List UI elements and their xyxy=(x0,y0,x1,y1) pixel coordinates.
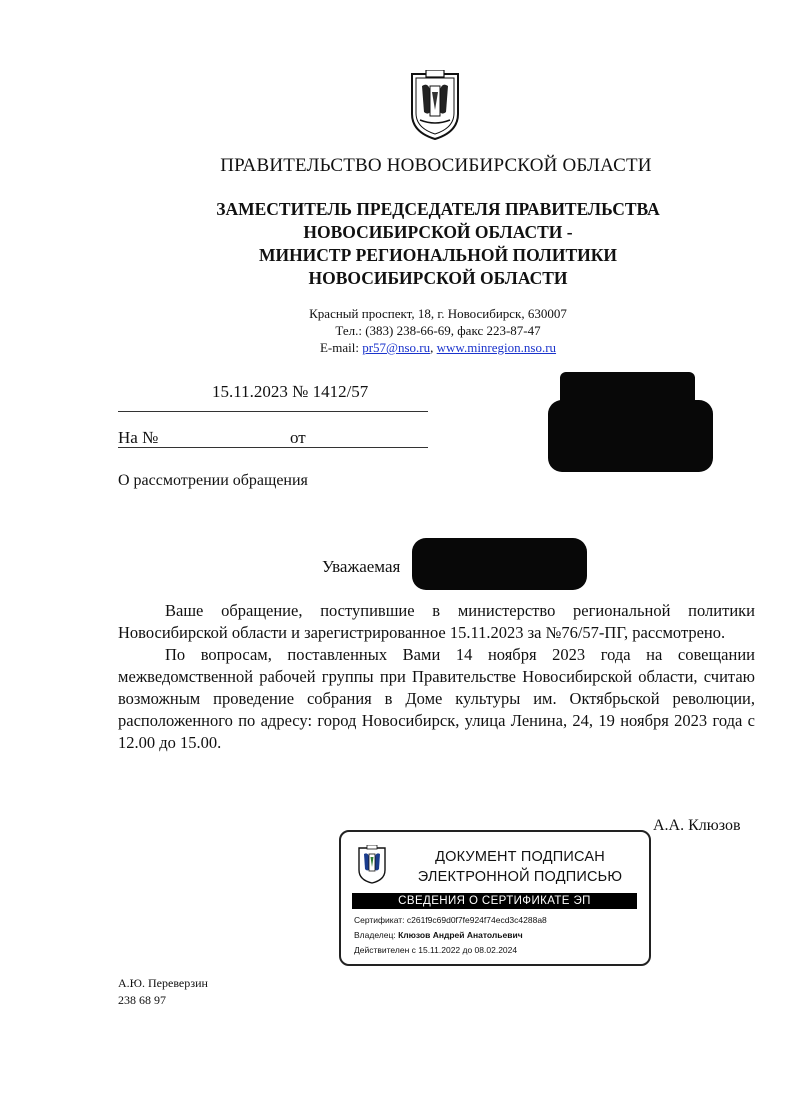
owner-label: Владелец: xyxy=(354,930,396,940)
signatory-title xyxy=(38,198,800,290)
email-link[interactable]: pr57@nso.ru xyxy=(362,340,431,355)
outgoing-date-number: 15.11.2023 № 1412/57 xyxy=(212,382,369,401)
postal-address: Красный проспект, 18, г. Новосибирск, 630007 xyxy=(309,306,567,321)
certificate-label: Сертификат: xyxy=(354,915,405,925)
redacted-recipient xyxy=(548,400,713,472)
website-link[interactable]: www.minregion.nso.ru xyxy=(436,340,557,355)
title-line: МИНИСТР РЕГИОНАЛЬНОЙ ПОЛИТИКИ xyxy=(258,245,618,265)
stamp-certificate-info xyxy=(354,913,547,958)
reference-label: На № xyxy=(118,428,159,447)
stamp-heading xyxy=(395,847,645,887)
executor-name: А.Ю. Переверзин xyxy=(118,976,208,990)
coat-of-arms-icon xyxy=(356,845,388,885)
email-separator: , xyxy=(430,340,434,355)
owner-line xyxy=(354,928,547,943)
title-line: НОВОСИБИРСКОЙ ОБЛАСТИ xyxy=(308,268,568,288)
coat-of-arms-icon xyxy=(406,70,464,142)
redacted-recipient-name xyxy=(412,538,587,590)
stamp-line: ЭЛЕКТРОННОЙ ПОДПИСЬЮ xyxy=(417,869,623,885)
signer-name: А.А. Клюзов xyxy=(653,817,741,834)
title-line: ЗАМЕСТИТЕЛЬ ПРЕДСЕДАТЕЛЯ ПРАВИТЕЛЬСТВА xyxy=(216,199,660,219)
greeting: Уважаемая xyxy=(322,557,401,576)
email-label: E-mail: xyxy=(319,340,359,355)
body-paragraph: Ваше обращение, поступившие в министерство региональной политики Новосибирской области и зарегистрированное 15.11.2023 за №76/57-ПГ, рассмотрено. xyxy=(118,601,755,642)
stamp-certificate-bar: СВЕДЕНИЯ О СЕРТИФИКАТЕ ЭП xyxy=(352,893,637,909)
reference-from-label: от xyxy=(290,428,306,447)
executor-block xyxy=(118,975,208,1009)
e-signature-stamp xyxy=(339,830,651,966)
letter-body xyxy=(118,600,755,754)
validity-line: Действителен с 15.11.2022 до 08.02.2024 xyxy=(354,945,518,955)
certificate-value: c261f9c69d0f7fe924f74ecd3c4288a8 xyxy=(406,915,547,925)
title-line: НОВОСИБИРСКОЙ ОБЛАСТИ - xyxy=(303,222,573,242)
stamp-line: ДОКУМЕНТ ПОДПИСАН xyxy=(435,849,605,865)
email-line xyxy=(38,339,800,356)
executor-phone: 238 68 97 xyxy=(118,993,166,1007)
body-paragraph: По вопросам, поставленных Вами 14 ноября 2023 года на совещании межведомственной рабочей группы при Правительстве Новосибирской области, считаю возможным проведение собрания в Доме культуры им. Октябрьской революции, расположенного по адресу: город Новосибирск, улица Ленина, 24, 19 ноября 2023 года с 12.00 до 15.00. xyxy=(118,645,755,752)
subject-line: О рассмотрении обращения xyxy=(118,472,308,489)
divider xyxy=(118,411,428,412)
owner-value: Клюзов Андрей Анатольевич xyxy=(398,930,523,940)
divider xyxy=(118,447,428,448)
certificate-line xyxy=(354,913,547,928)
phone-fax: Тел.: (383) 238-66-69, факс 223-87-47 xyxy=(335,323,541,338)
organization-name: ПРАВИТЕЛЬСТВО НОВОСИБИРСКОЙ ОБЛАСТИ xyxy=(220,155,652,176)
contact-block xyxy=(38,305,800,356)
